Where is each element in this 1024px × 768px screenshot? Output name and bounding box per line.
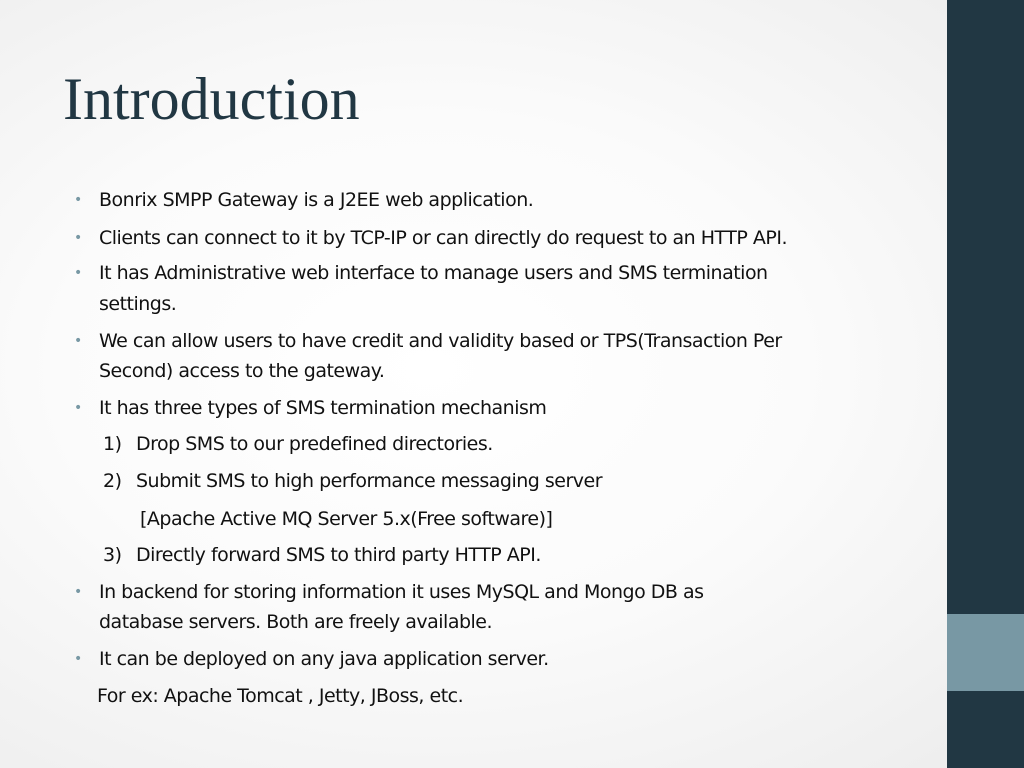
numbered-detail: [Apache Active MQ Server 5.x(Free software)] (140, 508, 553, 530)
bullet-text: It can be deployed on any java application server. (99, 648, 549, 670)
bullet-text-continued: Second) access to the gateway. (99, 360, 385, 382)
bullet-marker: • (74, 651, 83, 667)
bullet-marker: • (74, 192, 83, 208)
bullet-marker: • (74, 333, 83, 349)
bullet-text: Bonrix SMPP Gateway is a J2EE web application. (99, 189, 534, 211)
numbered-text: Submit SMS to high performance messaging server (136, 470, 603, 492)
bullet-text: It has Administrative web interface to manage users and SMS termination (99, 262, 768, 284)
slide-title: Introduction (63, 66, 360, 132)
bullet-text-continued: database servers. Both are freely available. (99, 611, 493, 633)
side-accent-block (947, 614, 1024, 691)
bullet-text: It has three types of SMS termination mechanism (99, 397, 547, 419)
bullet-text: In backend for storing information it uses MySQL and Mongo DB as (99, 581, 704, 603)
bullet-text: Clients can connect to it by TCP-IP or can directly do request to an HTTP API. (99, 227, 787, 249)
bullet-marker: • (74, 400, 83, 416)
numbered-text: Directly forward SMS to third party HTTP API. (136, 544, 541, 566)
numbered-text: Drop SMS to our predefined directories. (136, 433, 493, 455)
bullet-marker: • (74, 584, 83, 600)
example-text: For ex: Apache Tomcat , Jetty, JBoss, etc. (97, 685, 464, 707)
bullet-text: We can allow users to have credit and validity based or TPS(Transaction Per (99, 330, 782, 352)
numbered-marker: 2) (103, 470, 122, 492)
bullet-text-continued: settings. (99, 293, 177, 315)
numbered-marker: 3) (103, 544, 122, 566)
bullet-marker: • (74, 265, 83, 281)
numbered-marker: 1) (103, 433, 122, 455)
bullet-marker: • (74, 230, 83, 246)
